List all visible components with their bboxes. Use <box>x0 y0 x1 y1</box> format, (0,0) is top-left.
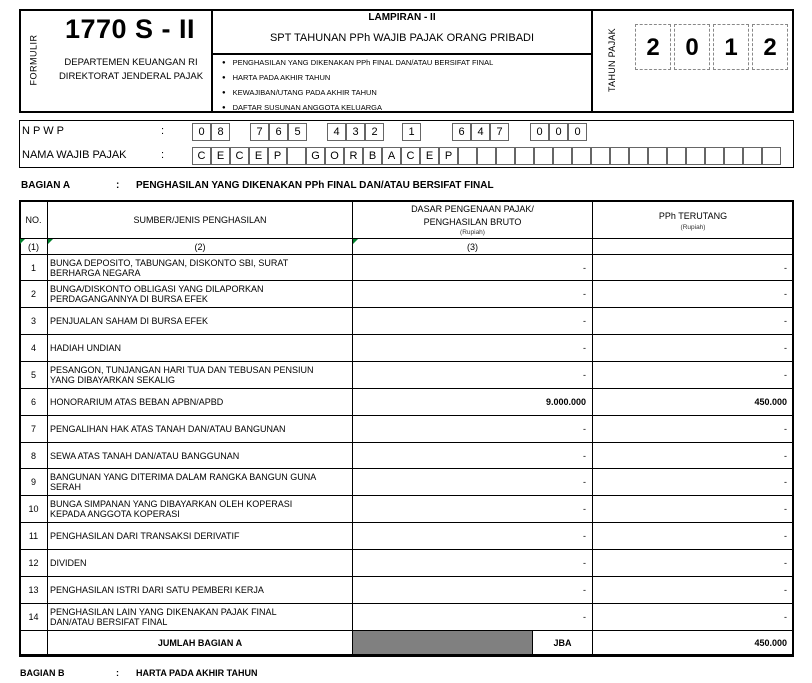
name-char-cell[interactable]: E <box>249 147 268 165</box>
name-label: NAMA WAJIB PAJAK <box>22 149 127 161</box>
col-index: (1) <box>20 239 48 255</box>
tax-due-value[interactable]: - <box>593 496 794 523</box>
income-source: PENGHASILAN ISTRI DARI SATU PEMBERI KERJA <box>48 577 353 604</box>
income-base-value[interactable]: - <box>353 255 593 281</box>
col-index: (2) <box>48 239 353 255</box>
col-header-tax: PPh TERUTANG (Rupiah) <box>593 201 794 239</box>
table-row <box>20 389 794 416</box>
tax-due-value[interactable]: - <box>593 469 794 496</box>
income-base-value[interactable]: - <box>353 335 593 362</box>
page-title: SPT TAHUNAN PPh WAJIB PAJAK ORANG PRIBADI <box>269 32 535 44</box>
tax-due-value[interactable]: - <box>593 577 794 604</box>
income-source: BANGUNAN YANG DITERIMA DALAM RANGKA BANGUN GUNA SERAH <box>48 469 353 496</box>
income-base-value[interactable]: - <box>353 443 593 469</box>
table-row <box>20 255 794 281</box>
name-char-cell[interactable]: E <box>211 147 230 165</box>
bagian-b-title: HARTA PADA AKHIR TAHUN <box>136 668 258 678</box>
tax-due-value[interactable]: - <box>593 255 794 281</box>
income-base-value[interactable]: - <box>353 416 593 443</box>
npwp-digit-cell[interactable]: 4 <box>327 123 346 141</box>
income-source: HADIAH UNDIAN <box>48 335 353 362</box>
tax-due-value[interactable]: - <box>593 281 794 308</box>
name-char-cell[interactable] <box>743 147 762 165</box>
section-list <box>222 55 588 115</box>
income-base-value[interactable]: 9.000.000 <box>353 389 593 416</box>
npwp-colon: : <box>161 125 165 137</box>
npwp-digit-cell[interactable]: 6 <box>452 123 471 141</box>
name-char-cell[interactable]: C <box>192 147 211 165</box>
npwp-digit-cell[interactable]: 0 <box>568 123 587 141</box>
table-row <box>20 362 794 389</box>
total-code: JBA <box>533 631 593 655</box>
name-char-cell[interactable]: P <box>439 147 458 165</box>
npwp-digit-cell[interactable]: 2 <box>365 123 384 141</box>
income-base-value[interactable]: - <box>353 523 593 550</box>
income-base-value[interactable]: - <box>353 362 593 389</box>
row-number: 2 <box>20 281 48 308</box>
cell-comment-marker <box>20 239 25 244</box>
department: DEPARTEMEN KEUANGAN RI DIREKTORAT JENDERAL PAJAK <box>58 57 204 82</box>
row-number: 8 <box>20 443 48 469</box>
income-source: HONORARIUM ATAS BEBAN APBN/APBD <box>48 389 353 416</box>
column-index-row <box>20 239 794 255</box>
name-char-cell[interactable]: C <box>230 147 249 165</box>
name-char-cell[interactable] <box>477 147 496 165</box>
col-header-no: NO. <box>20 201 48 239</box>
income-source: DIVIDEN <box>48 550 353 577</box>
name-colon: : <box>161 149 165 161</box>
total-value[interactable]: 450.000 <box>593 631 794 655</box>
income-base-value[interactable]: - <box>353 308 593 335</box>
income-base-value[interactable]: - <box>353 604 593 631</box>
name-char-cell[interactable] <box>705 147 724 165</box>
year-digit[interactable]: 2 <box>635 24 671 70</box>
tax-due-value[interactable]: - <box>593 550 794 577</box>
row-number: 12 <box>20 550 48 577</box>
income-base-value[interactable]: - <box>353 469 593 496</box>
col-index: (3) <box>353 239 593 255</box>
income-source: PENGHASILAN DARI TRANSAKSI DERIVATIF <box>48 523 353 550</box>
cell-comment-marker <box>353 239 358 244</box>
npwp-digit-cell[interactable]: 8 <box>211 123 230 141</box>
section-list-item: ● KEWAJIBAN/UTANG PADA AKHIR TAHUN <box>222 85 588 100</box>
row-number: 9 <box>20 469 48 496</box>
name-char-cell[interactable] <box>724 147 743 165</box>
name-char-cell[interactable] <box>610 147 629 165</box>
tax-due-value[interactable]: - <box>593 416 794 443</box>
tax-due-value[interactable]: - <box>593 308 794 335</box>
table-header-row <box>20 201 794 239</box>
name-char-cell[interactable] <box>515 147 534 165</box>
row-number: 1 <box>20 255 48 281</box>
total-row <box>20 631 794 655</box>
tax-due-value[interactable]: - <box>593 443 794 469</box>
npwp-digit-cell[interactable]: 1 <box>402 123 421 141</box>
row-number: 13 <box>20 577 48 604</box>
name-char-cell[interactable] <box>534 147 553 165</box>
npwp-digit-cell[interactable]: 6 <box>269 123 288 141</box>
final-income-table <box>19 200 794 655</box>
tax-due-value[interactable]: - <box>593 362 794 389</box>
bagian-a-title: PENGHASILAN YANG DIKENAKAN PPh FINAL DAN/ATAU BERSIFAT FINAL <box>136 180 494 191</box>
npwp-label: N P W P <box>22 125 64 137</box>
cell-comment-marker <box>48 239 53 244</box>
year-digit[interactable]: 1 <box>713 24 749 70</box>
year-digit[interactable]: 2 <box>752 24 788 70</box>
npwp-digit-cell[interactable]: 0 <box>192 123 211 141</box>
income-base-value[interactable]: - <box>353 496 593 523</box>
name-char-cell[interactable] <box>458 147 477 165</box>
table-row <box>20 281 794 308</box>
name-char-cell[interactable]: P <box>268 147 287 165</box>
income-base-value[interactable]: - <box>353 281 593 308</box>
form-number: 1770 S - II <box>64 14 196 44</box>
income-base-value[interactable]: - <box>353 550 593 577</box>
row-number: 4 <box>20 335 48 362</box>
header-divider <box>591 9 593 113</box>
name-char-cell[interactable]: A <box>382 147 401 165</box>
table-row <box>20 308 794 335</box>
section-list-item: ● PENGHASILAN YANG DIKENAKAN PPh FINAL DAN/ATAU BERSIFAT FINAL <box>222 55 588 70</box>
npwp-digit-cell[interactable]: 7 <box>250 123 269 141</box>
table-row <box>20 335 794 362</box>
row-number: 14 <box>20 604 48 631</box>
row-number: 11 <box>20 523 48 550</box>
col-header-source: SUMBER/JENIS PENGHASILAN <box>48 201 353 239</box>
name-char-cell[interactable]: C <box>401 147 420 165</box>
row-number: 10 <box>20 496 48 523</box>
total-shaded-cell <box>353 631 533 655</box>
name-char-cell[interactable]: R <box>344 147 363 165</box>
tax-due-value[interactable]: - <box>593 335 794 362</box>
npwp-digit-cell[interactable]: 3 <box>346 123 365 141</box>
name-char-cell[interactable]: O <box>325 147 344 165</box>
table-row <box>20 523 794 550</box>
npwp-digit-cell[interactable]: 0 <box>549 123 568 141</box>
npwp-digit-cell[interactable]: 7 <box>490 123 509 141</box>
section-list-item: ● DAFTAR SUSUNAN ANGGOTA KELUARGA <box>222 100 588 115</box>
table-row <box>20 469 794 496</box>
bagian-b-label: BAGIAN B <box>20 668 65 678</box>
name-char-cell[interactable] <box>629 147 648 165</box>
name-char-cell[interactable] <box>287 147 306 165</box>
row-number: 3 <box>20 308 48 335</box>
total-label: JUMLAH BAGIAN A <box>48 631 353 655</box>
formulir-label: FORMULIR <box>28 34 38 86</box>
row-number: 6 <box>20 389 48 416</box>
income-source: BUNGA DEPOSITO, TABUNGAN, DISKONTO SBI, SURAT BERHARGA NEGARA <box>48 255 353 281</box>
name-char-cell[interactable]: B <box>363 147 382 165</box>
name-char-cell[interactable] <box>496 147 515 165</box>
row-number: 5 <box>20 362 48 389</box>
tahun-pajak-label: TAHUN PAJAK <box>607 28 618 92</box>
bagian-b-colon: : <box>116 668 119 678</box>
col-index-empty <box>593 239 794 255</box>
income-source: PESANGON, TUNJANGAN HARI TUA DAN TEBUSAN PENSIUN YANG DIBAYARKAN SEKALIG <box>48 362 353 389</box>
income-source: SEWA ATAS TANAH DAN/ATAU BANGGUNAN <box>48 443 353 469</box>
table-row <box>20 443 794 469</box>
income-source: BUNGA/DISKONTO OBLIGASI YANG DILAPORKAN PERDAGANGANNYA DI BURSA EFEK <box>48 281 353 308</box>
section-list-item: ● HARTA PADA AKHIR TAHUN <box>222 70 588 85</box>
row-number: 7 <box>20 416 48 443</box>
table-row <box>20 416 794 443</box>
bagian-a-colon: : <box>116 180 120 191</box>
income-source: PENGHASILAN LAIN YANG DIKENAKAN PAJAK FINAL DAN/ATAU BERSIFAT FINAL <box>48 604 353 631</box>
npwp-digit-cell[interactable]: 0 <box>530 123 549 141</box>
table-row <box>20 577 794 604</box>
name-char-cell[interactable] <box>686 147 705 165</box>
tax-due-value[interactable]: - <box>593 604 794 631</box>
table-row <box>20 496 794 523</box>
name-char-cell[interactable]: G <box>306 147 325 165</box>
name-char-cell[interactable] <box>648 147 667 165</box>
income-source: PENGALIHAN HAK ATAS TANAH DAN/ATAU BANGUNAN <box>48 416 353 443</box>
bagian-a-label: BAGIAN A <box>21 180 71 191</box>
tax-due-value[interactable]: - <box>593 523 794 550</box>
income-source: PENJUALAN SAHAM DI BURSA EFEK <box>48 308 353 335</box>
npwp-digit-cell[interactable]: 4 <box>471 123 490 141</box>
name-char-cell[interactable] <box>762 147 781 165</box>
col-header-base: DASAR PENGENAAN PAJAK/ PENGHASILAN BRUTO (Rupiah) <box>353 201 593 239</box>
income-base-value[interactable]: - <box>353 577 593 604</box>
lampiran-label: LAMPIRAN - II <box>368 12 436 23</box>
table-row <box>20 604 794 631</box>
name-char-cell[interactable]: E <box>420 147 439 165</box>
tax-due-value[interactable]: 450.000 <box>593 389 794 416</box>
table-row <box>20 550 794 577</box>
name-char-cell[interactable] <box>572 147 591 165</box>
name-char-cell[interactable] <box>553 147 572 165</box>
year-digit[interactable]: 0 <box>674 24 710 70</box>
npwp-digit-cell[interactable]: 5 <box>288 123 307 141</box>
income-source: BUNGA SIMPANAN YANG DIBAYARKAN OLEH KOPERASI KEPADA ANGGOTA KOPERASI <box>48 496 353 523</box>
name-char-cell[interactable] <box>667 147 686 165</box>
name-char-cell[interactable] <box>591 147 610 165</box>
